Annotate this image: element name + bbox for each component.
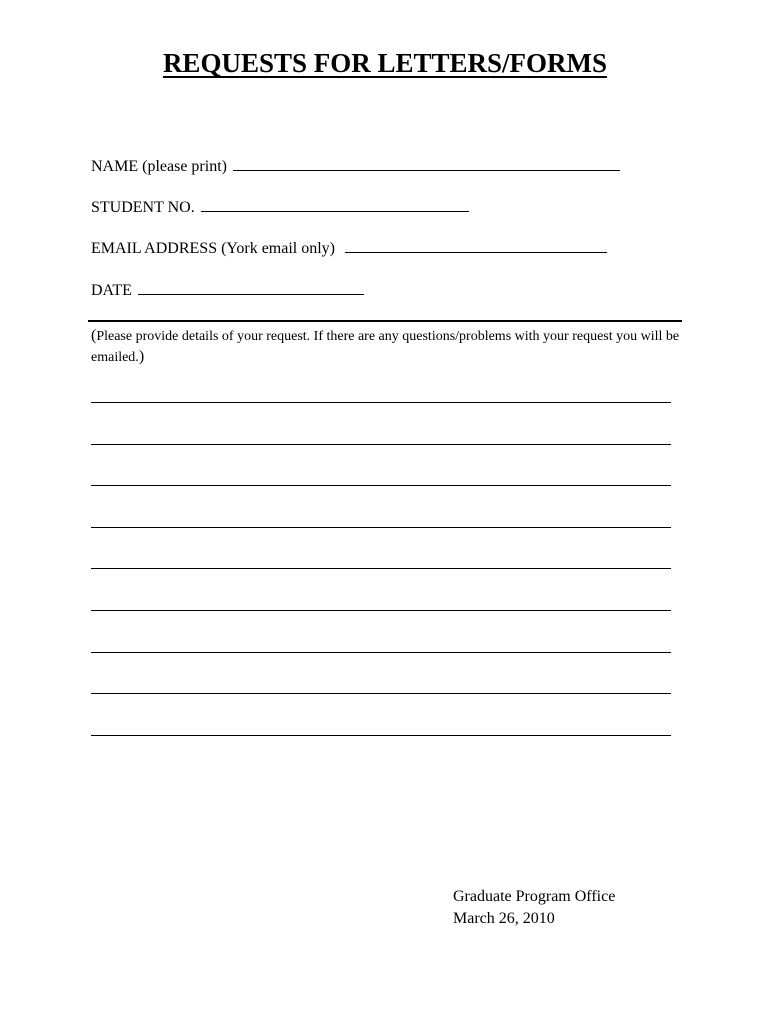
detail-line[interactable] <box>91 485 671 486</box>
date-row <box>91 280 364 301</box>
student-no-field[interactable] <box>201 197 469 212</box>
footer-date: March 26, 2010 <box>453 910 555 927</box>
email-label: EMAIL ADDRESS (York email only) <box>91 240 336 257</box>
detail-line[interactable] <box>91 444 671 445</box>
student-no-label: STUDENT NO. <box>91 199 195 216</box>
form-title: REQUESTS FOR LETTERS/FORMS <box>162 48 608 78</box>
instructions-open-paren: ( <box>91 327 97 344</box>
email-field[interactable] <box>345 238 607 253</box>
instructions-close-paren: ) <box>138 348 145 365</box>
detail-line[interactable] <box>91 652 671 653</box>
detail-line[interactable] <box>91 568 671 569</box>
detail-line[interactable] <box>91 402 671 403</box>
instructions-text <box>91 326 681 368</box>
student-no-row <box>91 197 469 218</box>
footer-office: Graduate Program Office <box>453 888 616 905</box>
detail-line[interactable] <box>91 527 671 528</box>
footer-block <box>453 886 615 930</box>
date-label: DATE <box>91 282 132 299</box>
detail-line[interactable] <box>91 735 671 736</box>
detail-line[interactable] <box>91 610 671 611</box>
name-field[interactable] <box>233 156 620 171</box>
date-field[interactable] <box>138 280 364 295</box>
name-label: NAME (please print) <box>91 158 227 175</box>
section-divider <box>88 320 682 322</box>
detail-line[interactable] <box>91 693 671 694</box>
name-row <box>91 156 620 177</box>
email-row <box>91 238 607 259</box>
instructions-body: Please provide details of your request. If there are any questions/problems with your request you will be emailed. <box>91 329 680 365</box>
